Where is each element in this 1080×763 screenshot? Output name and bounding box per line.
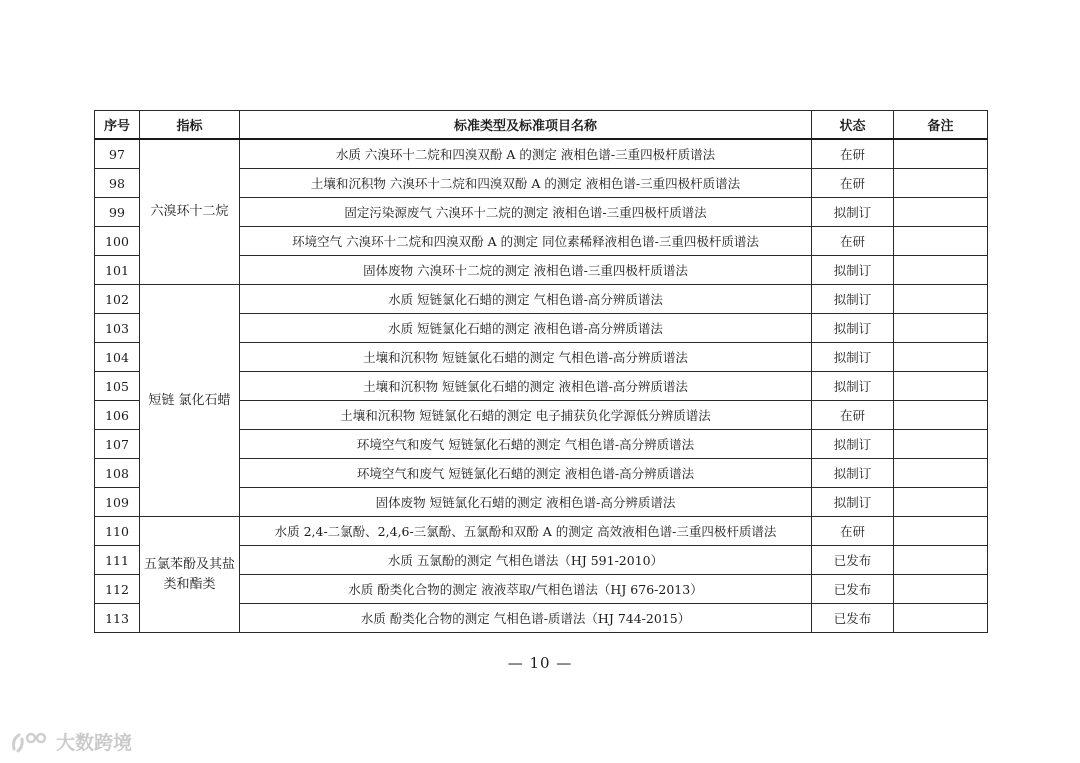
serial-cell: 108 (95, 459, 140, 488)
status-cell: 在研 (812, 227, 894, 256)
serial-cell: 97 (95, 139, 140, 169)
note-cell (894, 227, 988, 256)
serial-cell: 109 (95, 488, 140, 517)
standard-name-cell: 环境空气和废气 短链氯化石蜡的测定 气相色谱-高分辨质谱法 (240, 430, 812, 459)
standard-name-cell: 土壤和沉积物 短链氯化石蜡的测定 液相色谱-高分辨质谱法 (240, 372, 812, 401)
note-cell (894, 343, 988, 372)
status-cell: 拟制订 (812, 343, 894, 372)
standard-name-cell: 水质 短链氯化石蜡的测定 液相色谱-高分辨质谱法 (240, 314, 812, 343)
status-cell: 拟制订 (812, 285, 894, 314)
standard-name-cell: 水质 酚类化合物的测定 气相色谱-质谱法（HJ 744-2015） (240, 604, 812, 633)
logo-icon (10, 729, 50, 755)
status-cell: 在研 (812, 517, 894, 546)
serial-cell: 113 (95, 604, 140, 633)
watermark (10, 728, 132, 755)
note-cell (894, 488, 988, 517)
standards-table (94, 110, 988, 633)
note-cell (894, 198, 988, 227)
serial-cell: 104 (95, 343, 140, 372)
standard-name-cell: 土壤和沉积物 短链氯化石蜡的测定 气相色谱-高分辨质谱法 (240, 343, 812, 372)
note-cell (894, 314, 988, 343)
serial-cell: 98 (95, 169, 140, 198)
serial-cell: 106 (95, 401, 140, 430)
header-serial: 序号 (95, 111, 140, 140)
note-cell (894, 430, 988, 459)
table-row (95, 285, 988, 314)
note-cell (894, 139, 988, 169)
standard-name-cell: 水质 六溴环十二烷和四溴双酚 A 的测定 液相色谱-三重四极杆质谱法 (240, 139, 812, 169)
header-indicator: 指标 (140, 111, 240, 140)
note-cell (894, 372, 988, 401)
note-cell (894, 169, 988, 198)
serial-cell: 111 (95, 546, 140, 575)
table-header-row (95, 111, 988, 140)
standard-name-cell: 环境空气和废气 短链氯化石蜡的测定 液相色谱-高分辨质谱法 (240, 459, 812, 488)
status-cell: 在研 (812, 139, 894, 169)
status-cell: 已发布 (812, 546, 894, 575)
note-cell (894, 546, 988, 575)
note-cell (894, 256, 988, 285)
standard-name-cell: 土壤和沉积物 六溴环十二烷和四溴双酚 A 的测定 液相色谱-三重四极杆质谱法 (240, 169, 812, 198)
serial-cell: 112 (95, 575, 140, 604)
status-cell: 拟制订 (812, 488, 894, 517)
standard-name-cell: 环境空气 六溴环十二烷和四溴双酚 A 的测定 同位素稀释液相色谱-三重四极杆质谱法 (240, 227, 812, 256)
serial-cell: 100 (95, 227, 140, 256)
serial-cell: 101 (95, 256, 140, 285)
table-row (95, 139, 988, 169)
note-cell (894, 401, 988, 430)
status-cell: 在研 (812, 169, 894, 198)
status-cell: 已发布 (812, 575, 894, 604)
standard-name-cell: 固定污染源废气 六溴环十二烷的测定 液相色谱-三重四极杆质谱法 (240, 198, 812, 227)
indicator-cell: 短链 氯化石蜡 (140, 285, 240, 517)
note-cell (894, 517, 988, 546)
serial-cell: 105 (95, 372, 140, 401)
header-note: 备注 (894, 111, 988, 140)
status-cell: 拟制订 (812, 430, 894, 459)
standard-name-cell: 水质 五氯酚的测定 气相色谱法（HJ 591-2010） (240, 546, 812, 575)
note-cell (894, 604, 988, 633)
status-cell: 拟制订 (812, 314, 894, 343)
status-cell: 拟制订 (812, 372, 894, 401)
table-row (95, 517, 988, 546)
standard-name-cell: 固体废物 短链氯化石蜡的测定 液相色谱-高分辨质谱法 (240, 488, 812, 517)
note-cell (894, 285, 988, 314)
standard-name-cell: 水质 2,4-二氯酚、2,4,6-三氯酚、五氯酚和双酚 A 的测定 高效液相色谱-三重四极杆质谱法 (240, 517, 812, 546)
watermark-text: 大数跨境 (56, 732, 133, 754)
standard-name-cell: 水质 酚类化合物的测定 液液萃取/气相色谱法（HJ 676-2013） (240, 575, 812, 604)
serial-cell: 99 (95, 198, 140, 227)
serial-cell: 103 (95, 314, 140, 343)
standard-name-cell: 固体废物 六溴环十二烷的测定 液相色谱-三重四极杆质谱法 (240, 256, 812, 285)
indicator-cell: 六溴环十二烷 (140, 139, 240, 285)
status-cell: 拟制订 (812, 198, 894, 227)
status-cell: 已发布 (812, 604, 894, 633)
standard-name-cell: 水质 短链氯化石蜡的测定 气相色谱-高分辨质谱法 (240, 285, 812, 314)
note-cell (894, 459, 988, 488)
page-number: — 10 — (507, 654, 573, 672)
serial-cell: 110 (95, 517, 140, 546)
standard-name-cell: 土壤和沉积物 短链氯化石蜡的测定 电子捕获负化学源低分辨质谱法 (240, 401, 812, 430)
status-cell: 拟制订 (812, 459, 894, 488)
note-cell (894, 575, 988, 604)
indicator-cell: 五氯苯酚及其盐类和酯类 (140, 517, 240, 633)
table-body (95, 139, 988, 633)
header-status: 状态 (812, 111, 894, 140)
status-cell: 拟制订 (812, 256, 894, 285)
status-cell: 在研 (812, 401, 894, 430)
header-standard-name: 标准类型及标准项目名称 (240, 111, 812, 140)
serial-cell: 107 (95, 430, 140, 459)
serial-cell: 102 (95, 285, 140, 314)
